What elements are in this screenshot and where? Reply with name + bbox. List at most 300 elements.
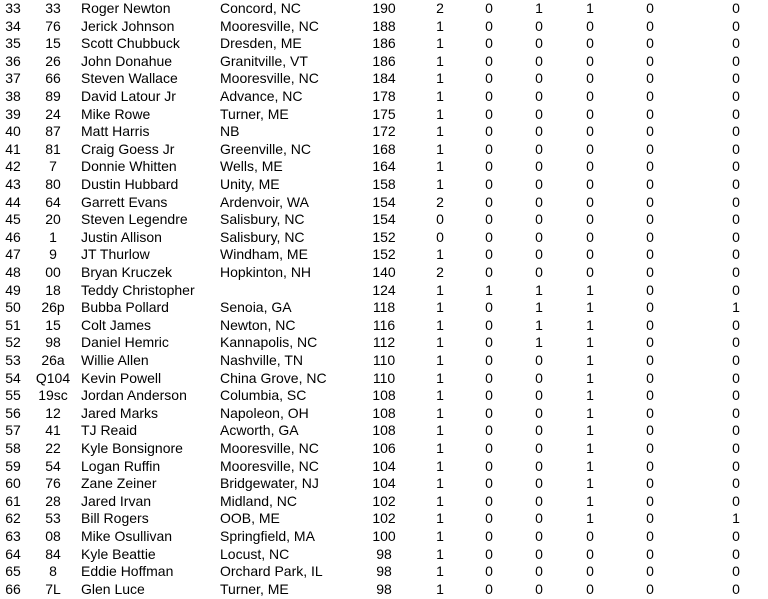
stat-col-5-cell: 0: [646, 88, 654, 104]
table-row: [0, 264, 768, 282]
stat-col-3-cell: 0: [535, 457, 543, 474]
car-number-cell: 1: [49, 228, 57, 245]
points-cell: 106: [372, 440, 396, 456]
stat-col-4-cell: 0: [586, 563, 594, 580]
stat-col-4-cell: 0: [586, 176, 594, 192]
stat-col-5-cell: 0: [646, 17, 654, 34]
table-row: [0, 405, 768, 423]
points-cell: 108: [372, 387, 396, 404]
hometown-cell: Unity, ME: [220, 176, 280, 192]
position-cell: 66: [5, 580, 21, 597]
stat-col-1-cell: 1: [436, 440, 444, 456]
car-number-cell: 64: [45, 193, 61, 210]
driver-name-cell: JT Thurlow: [81, 246, 150, 263]
position-cell: 45: [5, 211, 21, 228]
table-row: [0, 282, 768, 300]
driver-name-cell: Kevin Powell: [81, 369, 162, 386]
stat-col-2-cell: 0: [485, 545, 493, 562]
car-number-cell: 33: [45, 0, 61, 16]
car-number-cell: 26: [45, 52, 61, 69]
stat-col-5-cell: 0: [646, 52, 654, 69]
stat-col-3-cell: 0: [535, 563, 543, 580]
stat-col-5-cell: 0: [646, 492, 654, 509]
points-cell: 186: [372, 35, 396, 52]
stat-col-3-cell: 0: [535, 228, 543, 245]
stat-col-1-cell: 1: [436, 404, 444, 421]
hometown-cell: Dresden, ME: [220, 35, 302, 52]
stat-col-5-cell: 0: [646, 158, 654, 175]
stat-col-2-cell: 0: [485, 105, 493, 122]
car-number-cell: 53: [45, 510, 61, 527]
stat-col-5-cell: 0: [646, 440, 654, 456]
position-cell: 64: [5, 545, 21, 562]
stat-col-2-cell: 0: [485, 422, 493, 439]
stat-col-3-cell: 0: [535, 176, 543, 192]
hometown-cell: Acworth, GA: [220, 422, 299, 439]
hometown-cell: Mooresville, NC: [220, 17, 319, 34]
stat-col-1-cell: 1: [436, 387, 444, 404]
hometown-cell: Senoia, GA: [220, 299, 292, 316]
stat-col-1-cell: 1: [436, 140, 444, 157]
stat-col-1-cell: 2: [436, 264, 444, 280]
table-row: [0, 35, 768, 53]
hometown-cell: Salisbury, NC: [220, 211, 305, 228]
hometown-cell: Hopkinton, NH: [220, 264, 312, 280]
position-cell: 36: [5, 52, 21, 69]
stat-col-4-cell: 0: [586, 158, 594, 175]
stat-col-2-cell: 0: [485, 316, 493, 333]
stat-col-6-cell: 0: [732, 475, 740, 492]
position-cell: 59: [5, 457, 21, 474]
position-cell: 35: [5, 35, 21, 52]
hometown-cell: Turner, ME: [220, 580, 289, 597]
stat-col-2-cell: 0: [485, 158, 493, 175]
stat-col-2-cell: 0: [485, 35, 493, 52]
points-cell: 98: [376, 563, 392, 580]
position-cell: 39: [5, 105, 21, 122]
stat-col-2-cell: 0: [485, 369, 493, 386]
stat-col-3-cell: 1: [535, 281, 543, 298]
points-cell: 104: [372, 475, 396, 492]
stat-col-3-cell: 1: [535, 334, 543, 351]
position-cell: 62: [5, 510, 21, 527]
driver-name-cell: Garrett Evans: [81, 193, 168, 210]
stat-col-1-cell: 1: [436, 545, 444, 562]
stat-col-3-cell: 1: [535, 316, 543, 333]
stat-col-6-cell: 0: [732, 193, 740, 210]
stat-col-6-cell: 0: [732, 457, 740, 474]
hometown-cell: Salisbury, NC: [220, 228, 305, 245]
stat-col-3-cell: 0: [535, 246, 543, 263]
car-number-cell: 87: [45, 123, 61, 140]
stat-col-4-cell: 1: [586, 352, 594, 368]
table-row: [0, 387, 768, 405]
stat-col-5-cell: 0: [646, 352, 654, 368]
stat-col-2-cell: 0: [485, 228, 493, 245]
stat-col-4-cell: 1: [586, 281, 594, 298]
stat-col-1-cell: 1: [436, 176, 444, 192]
position-cell: 37: [5, 70, 21, 87]
stat-col-2-cell: 0: [485, 264, 493, 280]
stat-col-6-cell: 0: [732, 70, 740, 87]
stat-col-2-cell: 0: [485, 492, 493, 509]
stat-col-5-cell: 0: [646, 422, 654, 439]
stat-col-1-cell: 1: [436, 281, 444, 298]
hometown-cell: China Grove, NC: [220, 369, 327, 386]
hometown-cell: Mooresville, NC: [220, 70, 319, 87]
position-cell: 42: [5, 158, 21, 175]
table-row: [0, 334, 768, 352]
table-row: [0, 510, 768, 528]
table-row: [0, 211, 768, 229]
stat-col-1-cell: 1: [436, 457, 444, 474]
stat-col-2-cell: 0: [485, 528, 493, 544]
stat-col-1-cell: 1: [436, 369, 444, 386]
stat-col-6-cell: 0: [732, 0, 740, 16]
hometown-cell: Newton, NC: [220, 316, 296, 333]
stat-col-4-cell: 1: [586, 316, 594, 333]
stat-col-1-cell: 1: [436, 52, 444, 69]
stat-col-5-cell: 0: [646, 545, 654, 562]
stat-col-3-cell: 0: [535, 52, 543, 69]
position-cell: 51: [5, 316, 21, 333]
table-row: [0, 317, 768, 335]
stat-col-6-cell: 1: [732, 299, 740, 316]
car-number-cell: 8: [49, 563, 57, 580]
hometown-cell: Kannapolis, NC: [220, 334, 318, 351]
hometown-cell: Orchard Park, IL: [220, 563, 323, 580]
stat-col-6-cell: 0: [732, 123, 740, 140]
stat-col-4-cell: 1: [586, 457, 594, 474]
stat-col-3-cell: 0: [535, 528, 543, 544]
driver-name-cell: Zane Zeiner: [81, 475, 157, 492]
points-cell: 172: [372, 123, 396, 140]
points-cell: 168: [372, 140, 396, 157]
stat-col-3-cell: 0: [535, 140, 543, 157]
hometown-cell: Windham, ME: [220, 246, 308, 263]
position-cell: 57: [5, 422, 21, 439]
stat-col-4-cell: 1: [586, 510, 594, 527]
stat-col-6-cell: 0: [732, 422, 740, 439]
stat-col-6-cell: 0: [732, 404, 740, 421]
position-cell: 49: [5, 281, 21, 298]
stat-col-2-cell: 0: [485, 140, 493, 157]
stat-col-5-cell: 0: [646, 123, 654, 140]
stat-col-5-cell: 0: [646, 580, 654, 597]
stat-col-3-cell: 0: [535, 422, 543, 439]
car-number-cell: 66: [45, 70, 61, 87]
stat-col-3-cell: 0: [535, 123, 543, 140]
stat-col-2-cell: 0: [485, 334, 493, 351]
stat-col-4-cell: 1: [586, 475, 594, 492]
stat-col-2-cell: 0: [485, 17, 493, 34]
stat-col-5-cell: 0: [646, 281, 654, 298]
table-row: [0, 246, 768, 264]
stat-col-6-cell: 0: [732, 52, 740, 69]
stat-col-3-cell: 0: [535, 369, 543, 386]
car-number-cell: 84: [45, 545, 61, 562]
points-cell: 110: [372, 352, 396, 368]
car-number-cell: 89: [45, 88, 61, 104]
points-cell: 112: [372, 334, 396, 351]
table-row: [0, 70, 768, 88]
driver-name-cell: Bill Rogers: [81, 510, 149, 527]
hometown-cell: Greenville, NC: [220, 140, 312, 157]
stat-col-1-cell: 2: [436, 193, 444, 210]
position-cell: 47: [5, 246, 21, 263]
position-cell: 63: [5, 528, 21, 544]
points-cell: 158: [372, 176, 396, 192]
stat-col-4-cell: 0: [586, 193, 594, 210]
driver-name-cell: Dustin Hubbard: [81, 176, 179, 192]
driver-name-cell: David Latour Jr: [81, 88, 176, 104]
table-row: [0, 475, 768, 493]
driver-name-cell: Bubba Pollard: [81, 299, 169, 316]
stat-col-6-cell: 0: [732, 528, 740, 544]
points-cell: 110: [372, 369, 396, 386]
driver-name-cell: Willie Allen: [81, 352, 149, 368]
car-number-cell: Q104: [35, 369, 71, 386]
car-number-cell: 7: [49, 158, 57, 175]
stat-col-3-cell: 0: [535, 35, 543, 52]
stat-col-2-cell: 0: [485, 404, 493, 421]
car-number-cell: 19sc: [38, 387, 68, 404]
stat-col-4-cell: 1: [586, 369, 594, 386]
driver-name-cell: Colt James: [81, 316, 152, 333]
stat-col-2-cell: 0: [485, 193, 493, 210]
stat-col-4-cell: 1: [586, 299, 594, 316]
stat-col-6-cell: 0: [732, 440, 740, 456]
stat-col-6-cell: 0: [732, 316, 740, 333]
stat-col-6-cell: 0: [732, 228, 740, 245]
stat-col-5-cell: 0: [646, 228, 654, 245]
points-cell: 152: [372, 228, 396, 245]
points-cell: 154: [372, 193, 396, 210]
points-cell: 178: [372, 88, 396, 104]
points-cell: 100: [372, 528, 396, 544]
table-row: [0, 53, 768, 71]
stat-col-3-cell: 0: [535, 158, 543, 175]
driver-name-cell: Bryan Kruczek: [81, 264, 173, 280]
table-row: [0, 18, 768, 36]
stat-col-5-cell: 0: [646, 475, 654, 492]
driver-name-cell: John Donahue: [81, 52, 173, 69]
stat-col-1-cell: 0: [436, 228, 444, 245]
table-row: [0, 299, 768, 317]
car-number-cell: 41: [45, 422, 61, 439]
stat-col-3-cell: 0: [535, 510, 543, 527]
stat-col-5-cell: 0: [646, 316, 654, 333]
table-row: [0, 458, 768, 476]
stat-col-1-cell: 1: [436, 123, 444, 140]
stat-col-1-cell: 1: [436, 334, 444, 351]
stat-col-1-cell: 1: [436, 17, 444, 34]
car-number-cell: 18: [45, 281, 61, 298]
stat-col-2-cell: 0: [485, 457, 493, 474]
stat-col-5-cell: 0: [646, 140, 654, 157]
points-cell: 188: [372, 17, 396, 34]
stat-col-4-cell: 0: [586, 52, 594, 69]
stat-col-3-cell: 0: [535, 211, 543, 228]
stat-col-3-cell: 1: [535, 299, 543, 316]
points-cell: 152: [372, 246, 396, 263]
stat-col-6-cell: 0: [732, 281, 740, 298]
stat-col-1-cell: 1: [436, 563, 444, 580]
stat-col-1-cell: 0: [436, 211, 444, 228]
stat-col-2-cell: 0: [485, 123, 493, 140]
table-row: [0, 563, 768, 581]
car-number-cell: 98: [45, 334, 61, 351]
stat-col-2-cell: 0: [485, 176, 493, 192]
stat-col-1-cell: 1: [436, 105, 444, 122]
stat-col-2-cell: 0: [485, 299, 493, 316]
hometown-cell: Springfield, MA: [220, 528, 315, 544]
driver-name-cell: Kyle Bonsignore: [81, 440, 183, 456]
car-number-cell: 7L: [45, 580, 61, 597]
stat-col-4-cell: 0: [586, 70, 594, 87]
position-cell: 58: [5, 440, 21, 456]
table-row: [0, 528, 768, 546]
stat-col-2-cell: 0: [485, 352, 493, 368]
position-cell: 41: [5, 140, 21, 157]
hometown-cell: Advance, NC: [220, 88, 303, 104]
stat-col-5-cell: 0: [646, 369, 654, 386]
stat-col-2-cell: 0: [485, 52, 493, 69]
car-number-cell: 15: [45, 316, 61, 333]
stat-col-2-cell: 0: [485, 246, 493, 263]
stat-col-1-cell: 1: [436, 510, 444, 527]
stat-col-6-cell: 1: [732, 510, 740, 527]
hometown-cell: Midland, NC: [220, 492, 298, 509]
position-cell: 50: [5, 299, 21, 316]
table-row: [0, 440, 768, 458]
points-cell: 118: [372, 299, 396, 316]
driver-name-cell: Glen Luce: [81, 580, 145, 597]
stat-col-2-cell: 0: [485, 211, 493, 228]
points-cell: 108: [372, 422, 396, 439]
stat-col-4-cell: 1: [586, 492, 594, 509]
table-row: [0, 581, 768, 599]
position-cell: 44: [5, 193, 21, 210]
stat-col-4-cell: 0: [586, 246, 594, 263]
points-cell: 124: [372, 281, 396, 298]
stat-col-6-cell: 0: [732, 158, 740, 175]
stat-col-2-cell: 0: [485, 510, 493, 527]
stat-col-3-cell: 0: [535, 105, 543, 122]
stat-col-2-cell: 0: [485, 0, 493, 16]
driver-name-cell: Daniel Hemric: [81, 334, 169, 351]
hometown-cell: Columbia, SC: [220, 387, 307, 404]
stat-col-6-cell: 0: [732, 105, 740, 122]
points-cell: 102: [372, 510, 396, 527]
stat-col-6-cell: 0: [732, 369, 740, 386]
position-cell: 43: [5, 176, 21, 192]
stat-col-4-cell: 0: [586, 528, 594, 544]
stat-col-4-cell: 0: [586, 35, 594, 52]
stat-col-2-cell: 0: [485, 70, 493, 87]
table-row: [0, 0, 768, 18]
position-cell: 65: [5, 563, 21, 580]
hometown-cell: Mooresville, NC: [220, 440, 319, 456]
stat-col-4-cell: 0: [586, 17, 594, 34]
stat-col-3-cell: 0: [535, 88, 543, 104]
stat-col-6-cell: 0: [732, 580, 740, 597]
position-cell: 60: [5, 475, 21, 492]
stat-col-4-cell: 0: [586, 123, 594, 140]
stat-col-6-cell: 0: [732, 492, 740, 509]
car-number-cell: 15: [45, 35, 61, 52]
stat-col-5-cell: 0: [646, 70, 654, 87]
driver-name-cell: Kyle Beattie: [81, 545, 156, 562]
stat-col-4-cell: 1: [586, 440, 594, 456]
stat-col-6-cell: 0: [732, 264, 740, 280]
hometown-cell: Mooresville, NC: [220, 457, 319, 474]
stat-col-2-cell: 1: [485, 281, 493, 298]
stat-col-3-cell: 0: [535, 193, 543, 210]
stat-col-5-cell: 0: [646, 246, 654, 263]
stat-col-4-cell: 0: [586, 228, 594, 245]
stat-col-5-cell: 0: [646, 404, 654, 421]
stat-col-3-cell: 0: [535, 352, 543, 368]
driver-name-cell: Mike Rowe: [81, 105, 151, 122]
driver-name-cell: Eddie Hoffman: [81, 563, 174, 580]
car-number-cell: 26p: [41, 299, 65, 316]
table-row: [0, 106, 768, 124]
stat-col-5-cell: 0: [646, 563, 654, 580]
hometown-cell: NB: [220, 123, 240, 140]
car-number-cell: 76: [45, 17, 61, 34]
stat-col-2-cell: 0: [485, 440, 493, 456]
driver-name-cell: Logan Ruffin: [81, 457, 161, 474]
stat-col-2-cell: 0: [485, 88, 493, 104]
table-row: [0, 229, 768, 247]
car-number-cell: 80: [45, 176, 61, 192]
stat-col-1-cell: 1: [436, 492, 444, 509]
stat-col-1-cell: 1: [436, 246, 444, 263]
driver-name-cell: Craig Goess Jr: [81, 140, 175, 157]
position-cell: 61: [5, 492, 21, 509]
stat-col-6-cell: 0: [732, 88, 740, 104]
stat-col-1-cell: 1: [436, 35, 444, 52]
car-number-cell: 9: [49, 246, 57, 263]
points-cell: 104: [372, 457, 396, 474]
stat-col-5-cell: 0: [646, 35, 654, 52]
points-cell: 98: [376, 545, 392, 562]
car-number-cell: 54: [45, 457, 61, 474]
driver-name-cell: Matt Harris: [81, 123, 150, 140]
driver-name-cell: Jared Irvan: [81, 492, 152, 509]
points-cell: 102: [372, 492, 396, 509]
stat-col-6-cell: 0: [732, 545, 740, 562]
driver-name-cell: Scott Chubbuck: [81, 35, 180, 52]
points-cell: 164: [372, 158, 396, 175]
points-cell: 190: [372, 0, 396, 16]
position-cell: 56: [5, 404, 21, 421]
driver-name-cell: Mike Osullivan: [81, 528, 173, 544]
stat-col-6-cell: 0: [732, 211, 740, 228]
car-number-cell: 12: [45, 404, 61, 421]
stat-col-1-cell: 1: [436, 580, 444, 597]
stat-col-5-cell: 0: [646, 510, 654, 527]
table-row: [0, 88, 768, 106]
stat-col-5-cell: 0: [646, 193, 654, 210]
position-cell: 40: [5, 123, 21, 140]
driver-name-cell: Steven Legendre: [81, 211, 188, 228]
table-row: [0, 546, 768, 564]
points-cell: 175: [372, 105, 396, 122]
hometown-cell: Turner, ME: [220, 105, 289, 122]
stat-col-2-cell: 0: [485, 475, 493, 492]
